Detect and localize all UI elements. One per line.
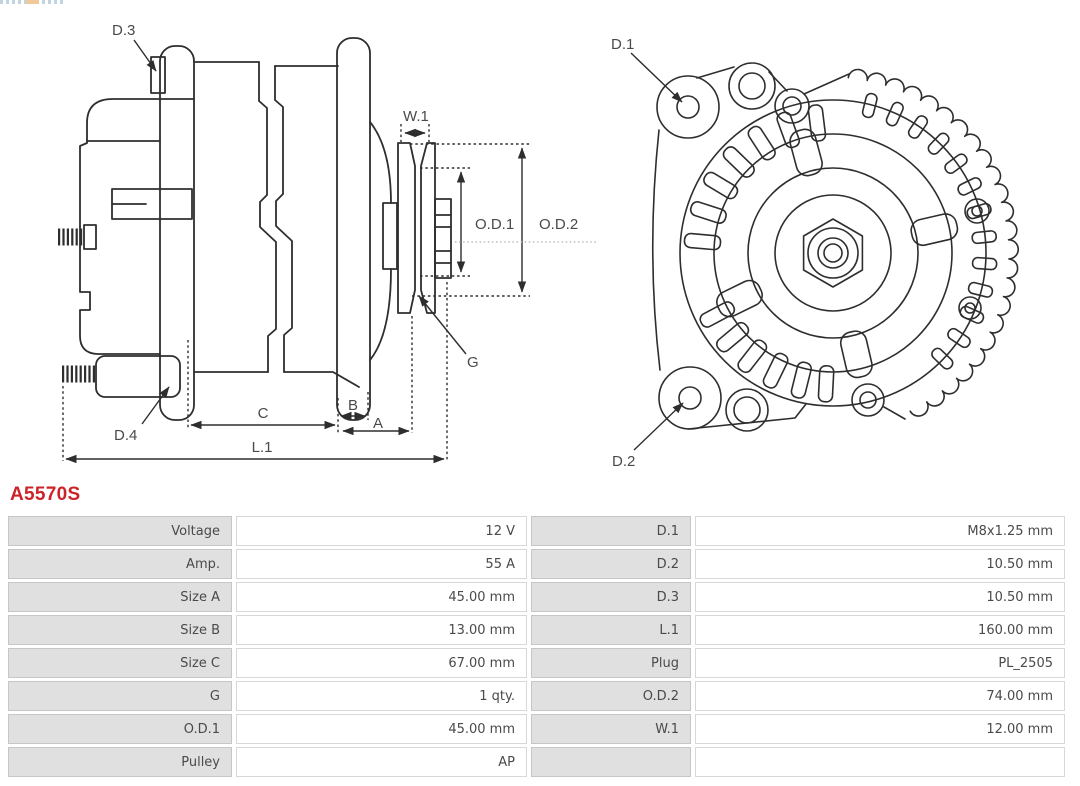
spec-value-left: 55 A xyxy=(236,549,527,579)
part-code-heading[interactable]: A5570S xyxy=(10,484,81,505)
spec-label-left: Amp. xyxy=(8,549,232,579)
label-w1: W.1 xyxy=(403,108,429,125)
spec-label-left: Pulley xyxy=(8,747,232,777)
spec-value-right xyxy=(695,747,1065,777)
spec-label-left: Voltage xyxy=(8,516,232,546)
shaft-boss xyxy=(383,203,397,269)
label-b: B xyxy=(347,397,359,414)
spec-value-right: 10.50 mm xyxy=(695,582,1065,612)
rear-housing-outline xyxy=(80,99,194,354)
spec-label-right: O.D.2 xyxy=(531,681,691,711)
top-ear-hole-2 xyxy=(739,73,765,99)
spec-label-left: Size A xyxy=(8,582,232,612)
pulley-hub-nut xyxy=(435,199,451,278)
label-d4: D.4 xyxy=(114,427,138,444)
bottom-ear-hole-2 xyxy=(734,397,760,423)
spec-label-right: Plug xyxy=(531,648,691,678)
spec-value-left: 13.00 mm xyxy=(236,615,527,645)
pulley-left-flange xyxy=(398,143,415,313)
nut-washer-circle xyxy=(808,228,858,278)
spec-label-right: D.1 xyxy=(531,516,691,546)
spec-value-left: 45.00 mm xyxy=(236,582,527,612)
spec-label-right: W.1 xyxy=(531,714,691,744)
lower-lug xyxy=(96,356,180,397)
specification-table xyxy=(8,516,1065,777)
top-ear-bridge-3 xyxy=(804,74,849,94)
fan-slot xyxy=(956,176,982,196)
leader-arrow-d3 xyxy=(134,40,156,71)
side-view-drawing xyxy=(58,38,451,420)
label-l1: L.1 xyxy=(251,439,273,456)
vent-slot xyxy=(790,361,812,399)
upper-stud-collar xyxy=(84,225,96,249)
leader-arrow-d1 xyxy=(631,53,682,102)
bottom-ear-hole-d2 xyxy=(679,387,701,409)
spec-value-left: AP xyxy=(236,747,527,777)
bell-upper xyxy=(370,122,391,203)
spec-value-left: 45.00 mm xyxy=(236,714,527,744)
label-od1: O.D.1 xyxy=(475,216,515,233)
spec-label-right: D.2 xyxy=(531,549,691,579)
top-ear-hole-d1 xyxy=(677,96,699,118)
hub-plate-circle xyxy=(775,195,891,311)
spec-value-right: M8x1.25 mm xyxy=(695,516,1065,546)
spec-value-left: 67.00 mm xyxy=(236,648,527,678)
fan-slot xyxy=(907,114,930,140)
bearing-plate-outer xyxy=(714,134,952,372)
shaft-center-circle xyxy=(824,244,842,262)
spec-label-right: L.1 xyxy=(531,615,691,645)
leader-arrow-d4 xyxy=(142,387,169,424)
label-d3: D.3 xyxy=(112,22,136,39)
body-bottom-right xyxy=(284,372,359,387)
spec-value-right: 12.00 mm xyxy=(695,714,1065,744)
rear-bracket xyxy=(160,46,194,420)
leader-arrow-d2 xyxy=(634,403,683,450)
vent-slot xyxy=(714,320,751,354)
front-bracket xyxy=(337,38,370,420)
label-a: A xyxy=(372,415,384,432)
bottom-right-ear xyxy=(852,384,884,416)
shaft-circle xyxy=(818,238,848,268)
bell-lower xyxy=(370,269,391,360)
spec-value-left: 12 V xyxy=(236,516,527,546)
leader-arrow-g xyxy=(419,296,466,354)
spec-value-left: 1 qty. xyxy=(236,681,527,711)
housing-seam-2 xyxy=(275,66,292,372)
fan-slot xyxy=(943,152,969,175)
bracket-left-edge xyxy=(653,130,660,370)
spec-value-right: PL_2505 xyxy=(695,648,1065,678)
spec-value-right: 74.00 mm xyxy=(695,681,1065,711)
vent-slot xyxy=(702,170,740,201)
bottom-ear-lobe xyxy=(659,367,721,429)
spec-label-right: D.3 xyxy=(531,582,691,612)
label-d2: D.2 xyxy=(612,453,636,470)
bottom-right-bridge xyxy=(884,407,905,419)
spoke-arm xyxy=(713,277,766,321)
spec-label-left: Size C xyxy=(8,648,232,678)
stator-circle xyxy=(680,100,986,406)
fan-slot xyxy=(946,327,972,350)
label-c: C xyxy=(257,405,269,422)
top-ear-lobe-2 xyxy=(729,63,775,109)
bearing-plate-inner xyxy=(748,168,918,338)
shaft-nut-hex xyxy=(804,219,863,287)
spoke-arms xyxy=(713,127,960,380)
label-g: G xyxy=(467,354,479,371)
spec-value-right: 10.50 mm xyxy=(695,549,1065,579)
vent-slot xyxy=(721,144,757,179)
fan-slot xyxy=(885,101,905,127)
housing-seam-1 xyxy=(259,62,276,372)
top-ear-bridge-1 xyxy=(697,67,734,78)
label-d1: D.1 xyxy=(611,36,635,53)
vent-slot xyxy=(736,338,769,375)
label-od2: O.D.2 xyxy=(539,216,579,233)
top-lug xyxy=(151,57,165,93)
vent-slot xyxy=(746,124,777,162)
spec-label-left: O.D.1 xyxy=(8,714,232,744)
top-ear-lobe xyxy=(657,76,719,138)
top-ear-bridge-2 xyxy=(769,72,787,91)
spec-label-left: G xyxy=(8,681,232,711)
spec-value-right: 160.00 mm xyxy=(695,615,1065,645)
spec-label-right xyxy=(531,747,691,777)
spec-label-left: Size B xyxy=(8,615,232,645)
front-view-drawing xyxy=(653,63,1019,431)
